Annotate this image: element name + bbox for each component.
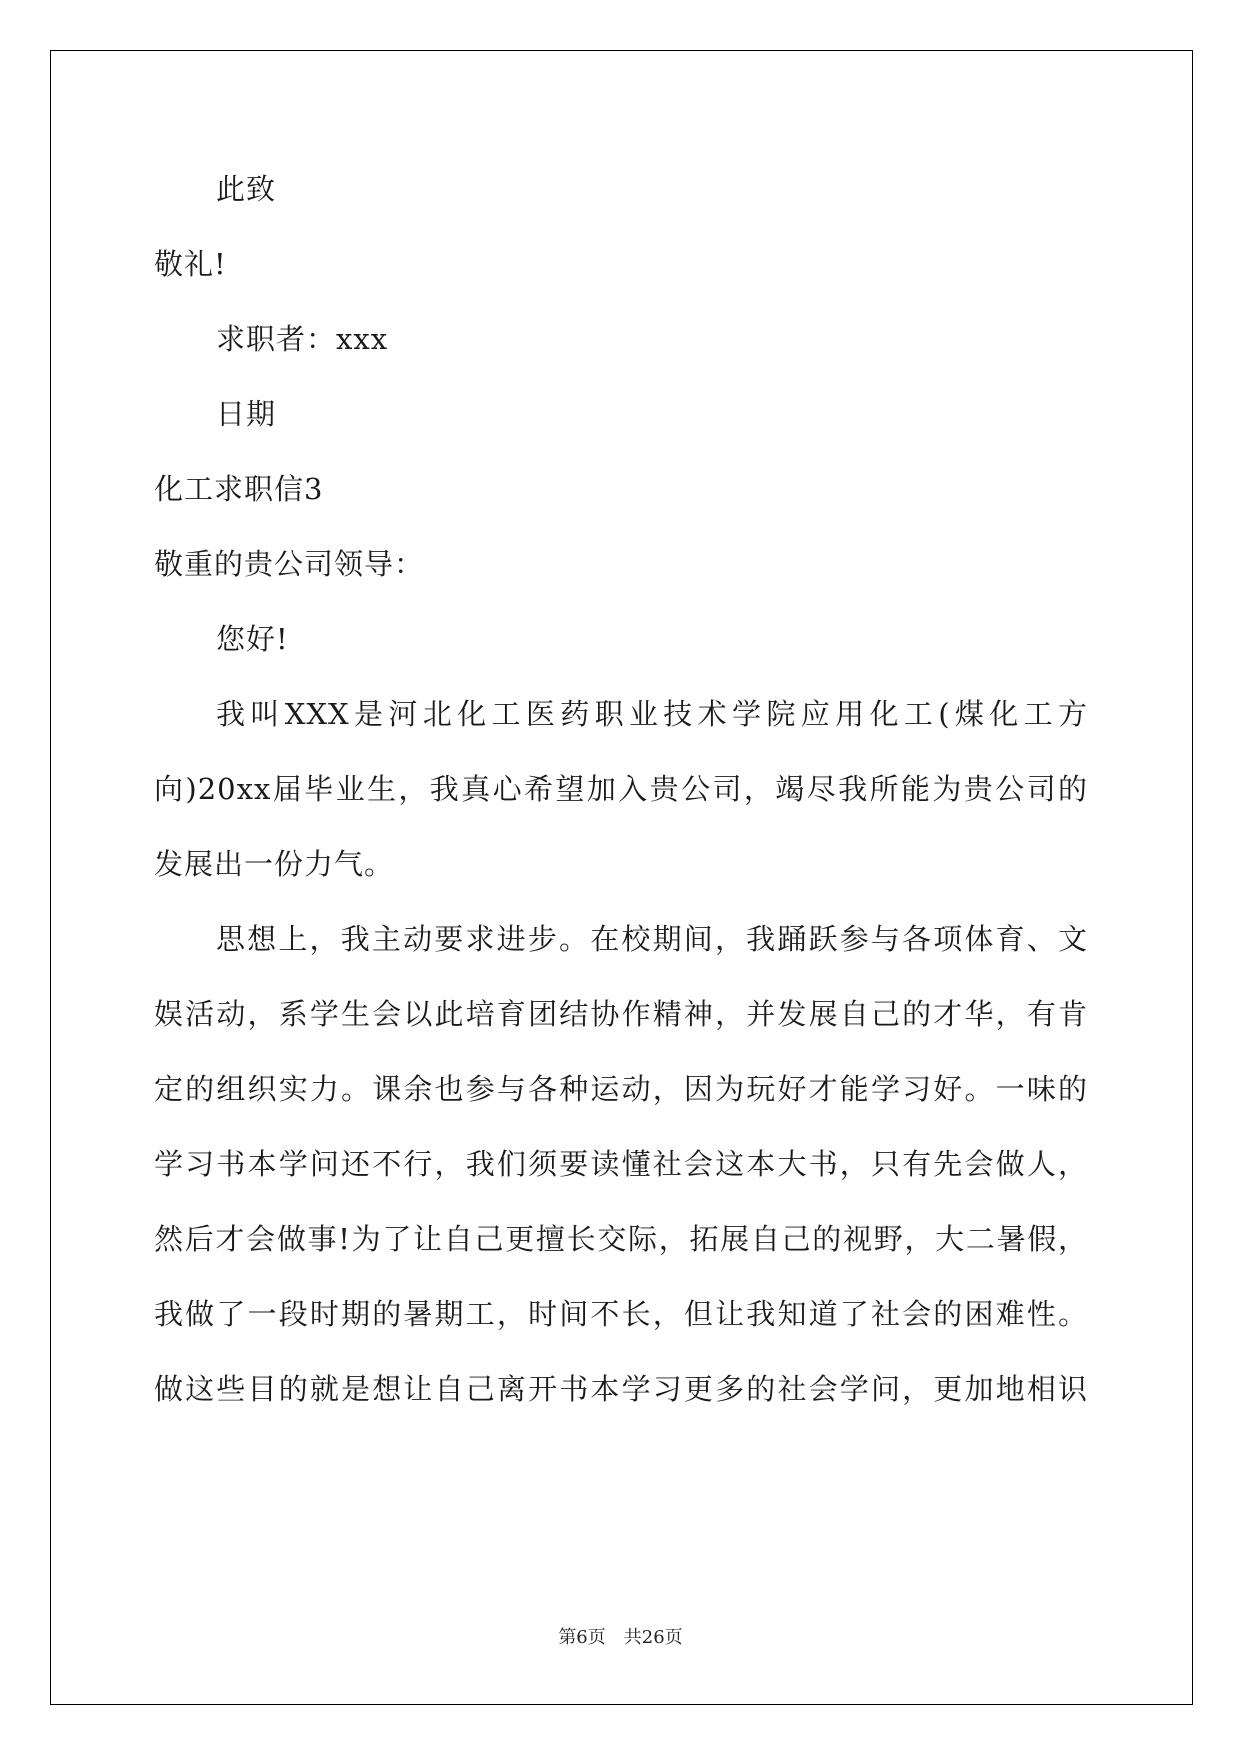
paragraph-line: 然后才会做事!为了让自己更擅长交际，拓展自己的视野，大二暑假， xyxy=(154,1222,1088,1256)
closing-line: 此致 xyxy=(216,172,277,206)
paragraph-line: 我做了一段时期的暑期工，时间不长，但让我知道了社会的困难性。 xyxy=(154,1297,1088,1331)
greeting-addressee: 敬重的贵公司领导： xyxy=(154,547,425,581)
salutation-line: 敬礼! xyxy=(154,247,227,281)
greeting-line: 您好! xyxy=(216,622,289,656)
paragraph-line: 娱活动，系学生会以此培育团结协作精神，并发展自己的才华，有肯 xyxy=(154,997,1088,1031)
paragraph-line: 学习书本学问还不行，我们须要读懂社会这本大书，只有先会做人， xyxy=(154,1147,1088,1181)
paragraph-line: 向)20xx届毕业生，我真心希望加入贵公司，竭尽我所能为贵公司的 xyxy=(154,772,1088,806)
signature-line: 求职者：xxx xyxy=(216,322,389,356)
page-number: 第6页 xyxy=(558,1627,606,1648)
section-title: 化工求职信3 xyxy=(154,472,324,506)
page-footer xyxy=(0,1627,1241,1649)
paragraph-line: 发展出一份力气。 xyxy=(154,847,395,881)
date-line: 日期 xyxy=(216,397,277,431)
paragraph-line: 做这些目的就是想让自己离开书本学习更多的社会学问，更加地相识 xyxy=(154,1372,1088,1406)
paragraph-line: 我叫XXX是河北化工医药职业技术学院应用化工(煤化工方 xyxy=(216,697,1088,731)
paragraph-line: 定的组织实力。课余也参与各种运动，因为玩好才能学习好。一味的 xyxy=(154,1072,1088,1106)
page-total: 共26页 xyxy=(623,1627,683,1648)
paragraph-line: 思想上，我主动要求进步。在校期间，我踊跃参与各项体育、文 xyxy=(216,922,1088,956)
